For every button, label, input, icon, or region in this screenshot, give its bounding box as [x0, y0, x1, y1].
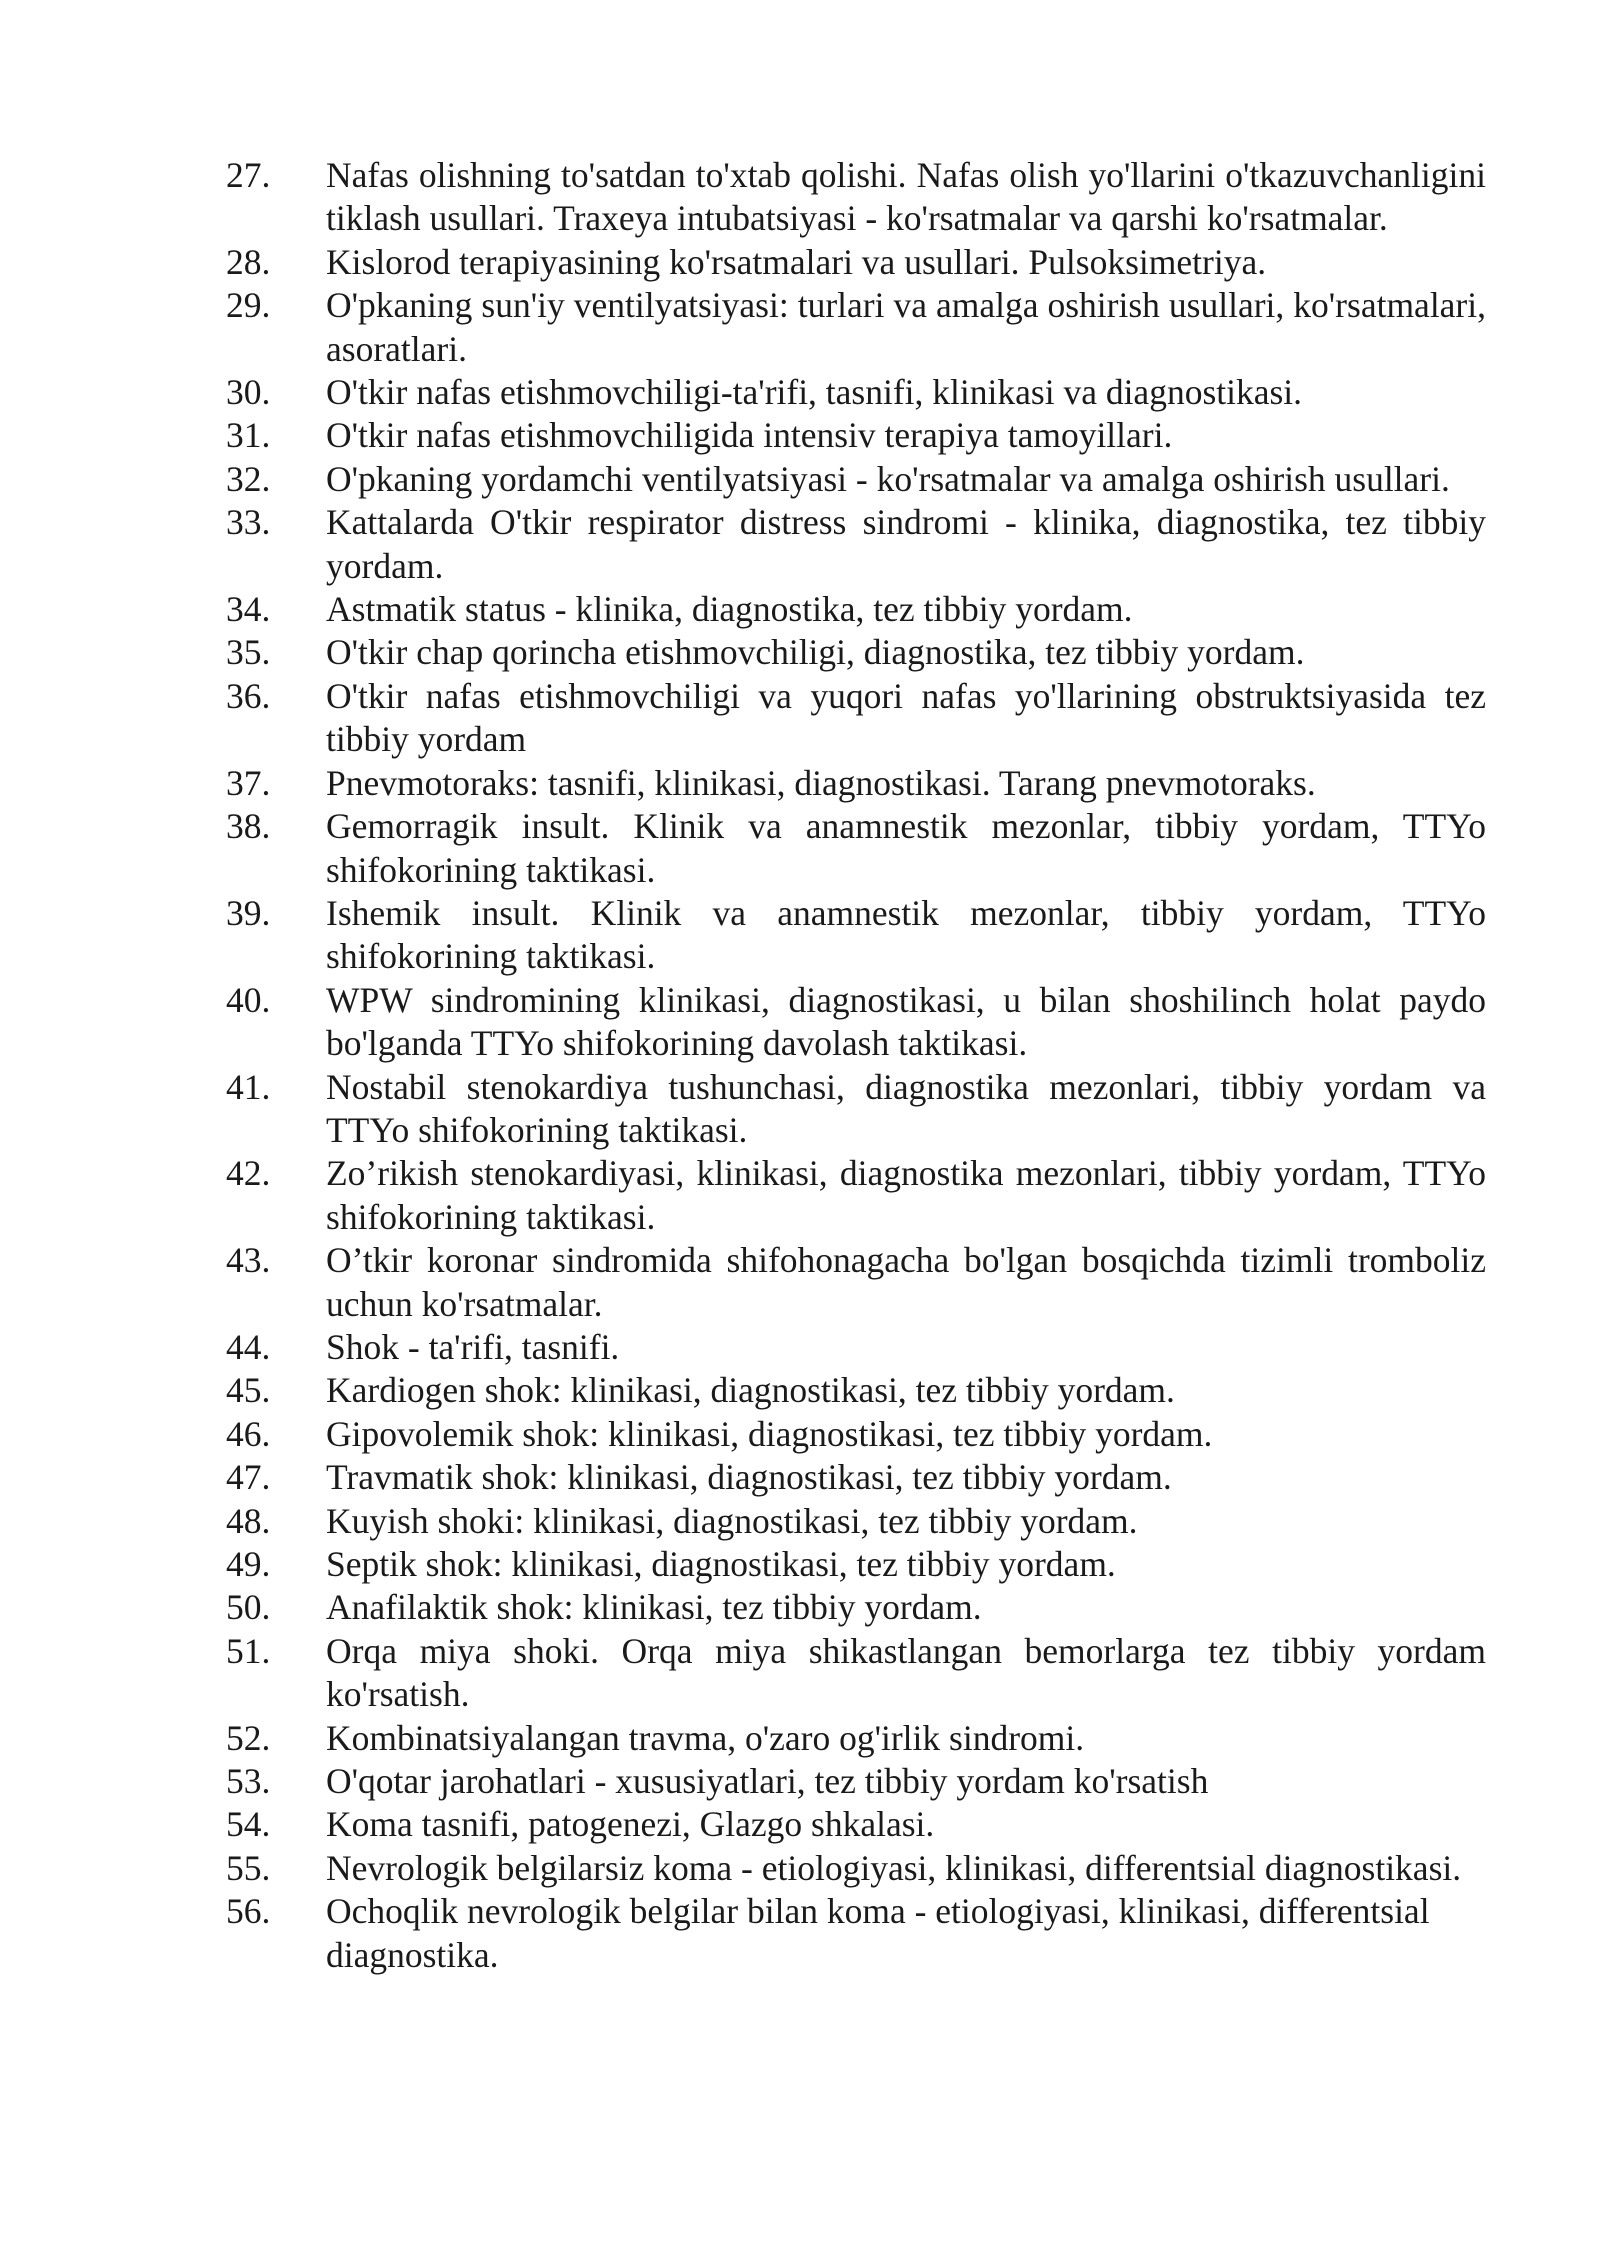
- list-item: [226, 1500, 1496, 1543]
- item-text: WPW sindromining klinikasi, diagnostikasi, u bilan shoshilinch holat paydo bo'lganda TTYo shifokorining davolash taktikasi.: [326, 979, 1486, 1064]
- list-item: [226, 1152, 1496, 1239]
- item-text: Ochoqlik nevrologik belgilar bilan koma - etiologiyasi, klinikasi, differentsial diagnostika.: [326, 1891, 1430, 1975]
- item-text: Orqa miya shoki. Orqa miya shikastlangan bemorlarga tez tibbiy yordam ko'rsatish.: [326, 1630, 1486, 1715]
- list-item: [226, 284, 1496, 371]
- item-number: 56.: [226, 1891, 271, 1932]
- item-number: 34.: [226, 589, 271, 630]
- item-number: 28.: [226, 241, 271, 282]
- item-number: 36.: [226, 675, 271, 716]
- item-number: 39.: [226, 892, 271, 933]
- item-number: 41.: [226, 1066, 271, 1107]
- list-item: [226, 588, 1496, 631]
- item-number: 35.: [226, 632, 271, 673]
- item-number: 54.: [226, 1804, 271, 1845]
- list-item: [226, 154, 1496, 241]
- list-item: [226, 1717, 1496, 1760]
- item-text: Kardiogen shok: klinikasi, diagnostikasi, tez tibbiy yordam.: [326, 1370, 1175, 1411]
- item-number: 53.: [226, 1761, 271, 1802]
- list-item: [226, 414, 1496, 457]
- item-number: 50.: [226, 1587, 271, 1628]
- list-item: [226, 1890, 1496, 1977]
- item-number: 46.: [226, 1413, 271, 1454]
- item-text: O'pkaning sun'iy ventilyatsiyasi: turlari va amalga oshirish usullari, ko'rsatmalari, asoratlari.: [326, 285, 1486, 369]
- item-number: 40.: [226, 979, 271, 1020]
- item-text: Astmatik status - klinika, diagnostika, tez tibbiy yordam.: [326, 589, 1133, 630]
- list-item: [226, 1586, 1496, 1629]
- item-number: 52.: [226, 1717, 271, 1758]
- item-text: Gipovolemik shok: klinikasi, diagnostikasi, tez tibbiy yordam.: [326, 1413, 1213, 1454]
- list-item: [226, 1369, 1496, 1412]
- list-item: [226, 1760, 1496, 1803]
- list-item: [226, 631, 1496, 674]
- item-text: Gemorragik insult. Klinik va anamnestik mezonlar, tibbiy yordam, TTYo shifokorining taktikasi.: [326, 806, 1486, 890]
- item-text: Koma tasnifi, patogenezi, Glazgo shkalasi.: [326, 1804, 935, 1845]
- item-text: O'tkir nafas etishmovchiligi-ta'rifi, tasnifi, klinikasi va diagnostikasi.: [326, 372, 1303, 413]
- item-text: Zo’rikish stenokardiyasi, klinikasi, diagnostika mezonlari, tibbiy yordam, TTYo shifokorining taktikasi.: [326, 1153, 1486, 1237]
- item-text: Nostabil stenokardiya tushunchasi, diagnostika mezonlari, tibbiy yordam va TTYo shifokorining taktikasi.: [326, 1066, 1486, 1150]
- question-list: [226, 154, 1496, 1977]
- item-number: 31.: [226, 415, 271, 456]
- list-item: [226, 1803, 1496, 1846]
- item-text: Travmatik shok: klinikasi, diagnostikasi, tez tibbiy yordam.: [326, 1457, 1172, 1498]
- item-text: Kattalarda O'tkir respirator distress sindromi - klinika, diagnostika, tez tibbiy yordam.: [326, 502, 1486, 586]
- list-item: [226, 762, 1496, 805]
- item-number: 43.: [226, 1240, 271, 1281]
- list-item: [226, 675, 1496, 762]
- item-text: O'tkir nafas etishmovchiligida intensiv terapiya tamoyillari.: [326, 415, 1173, 456]
- item-text: Ishemik insult. Klinik va anamnestik mezonlar, tibbiy yordam, TTYo shifokorining taktikasi.: [326, 892, 1486, 977]
- list-item: [226, 805, 1496, 892]
- item-text: O'tkir nafas etishmovchiligi va yuqori nafas yo'llarining obstruktsiyasida tez tibbiy yordam: [326, 675, 1486, 760]
- item-text: Shok - ta'rifi, tasnifi.: [326, 1326, 620, 1367]
- item-text: Nevrologik belgilarsiz koma - etiologiyasi, klinikasi, differentsial diagnostikasi.: [326, 1847, 1462, 1888]
- item-text: O'pkaning yordamchi ventilyatsiyasi - ko'rsatmalar va amalga oshirish usullari.: [326, 458, 1450, 499]
- item-number: 38.: [226, 806, 271, 847]
- item-number: 44.: [226, 1326, 271, 1367]
- item-number: 37.: [226, 762, 271, 803]
- item-number: 30.: [226, 372, 271, 413]
- list-item: [226, 892, 1496, 979]
- list-item: [226, 1630, 1496, 1717]
- list-item: [226, 1066, 1496, 1153]
- list-item: [226, 241, 1496, 284]
- item-number: 48.: [226, 1500, 271, 1541]
- item-number: 32.: [226, 458, 271, 499]
- item-number: 45.: [226, 1370, 271, 1411]
- item-number: 47.: [226, 1457, 271, 1498]
- item-text: Septik shok: klinikasi, diagnostikasi, tez tibbiy yordam.: [326, 1544, 1116, 1584]
- list-item: [226, 1413, 1496, 1456]
- list-item: [226, 1543, 1496, 1586]
- item-number: 27.: [226, 155, 271, 195]
- list-item: [226, 1239, 1496, 1326]
- list-item: [226, 1847, 1496, 1890]
- item-text: Anafilaktik shok: klinikasi, tez tibbiy yordam.: [326, 1587, 982, 1628]
- list-item: [226, 458, 1496, 501]
- list-item: [226, 979, 1496, 1066]
- item-text: Kuyish shoki: klinikasi, diagnostikasi, tez tibbiy yordam.: [326, 1500, 1138, 1541]
- list-item: [226, 1456, 1496, 1499]
- item-text: O'qotar jarohatlari - xususiyatlari, tez tibbiy yordam ko'rsatish: [326, 1761, 1209, 1802]
- item-text: Kislorod terapiyasining ko'rsatmalari va usullari. Pulsoksimetriya.: [326, 241, 1267, 282]
- item-number: 29.: [226, 285, 271, 326]
- item-number: 55.: [226, 1847, 271, 1888]
- item-number: 51.: [226, 1630, 271, 1671]
- item-number: 49.: [226, 1544, 271, 1584]
- list-item: [226, 371, 1496, 414]
- item-number: 33.: [226, 502, 271, 543]
- item-text: O’tkir koronar sindromida shifohonagacha bo'lgan bosqichda tizimli tromboliz uchun ko'rsatmalar.: [326, 1240, 1486, 1324]
- item-text: Pnevmotoraks: tasnifi, klinikasi, diagnostikasi. Tarang pnevmotoraks.: [326, 762, 1316, 803]
- item-text: Nafas olishning to'satdan to'xtab qolishi. Nafas olish yo'llarini o'tkazuvchanligini tiklash usullari. Traxeya intubatsiyasi - ko'rsatmalar va qarshi ko'rsatmalar.: [326, 155, 1486, 239]
- list-item: [226, 501, 1496, 588]
- item-text: Kombinatsiyalangan travma, o'zaro og'irlik sindromi.: [326, 1717, 1085, 1758]
- list-item: [226, 1326, 1496, 1369]
- item-text: O'tkir chap qorincha etishmovchiligi, diagnostika, tez tibbiy yordam.: [326, 632, 1305, 673]
- item-number: 42.: [226, 1153, 271, 1194]
